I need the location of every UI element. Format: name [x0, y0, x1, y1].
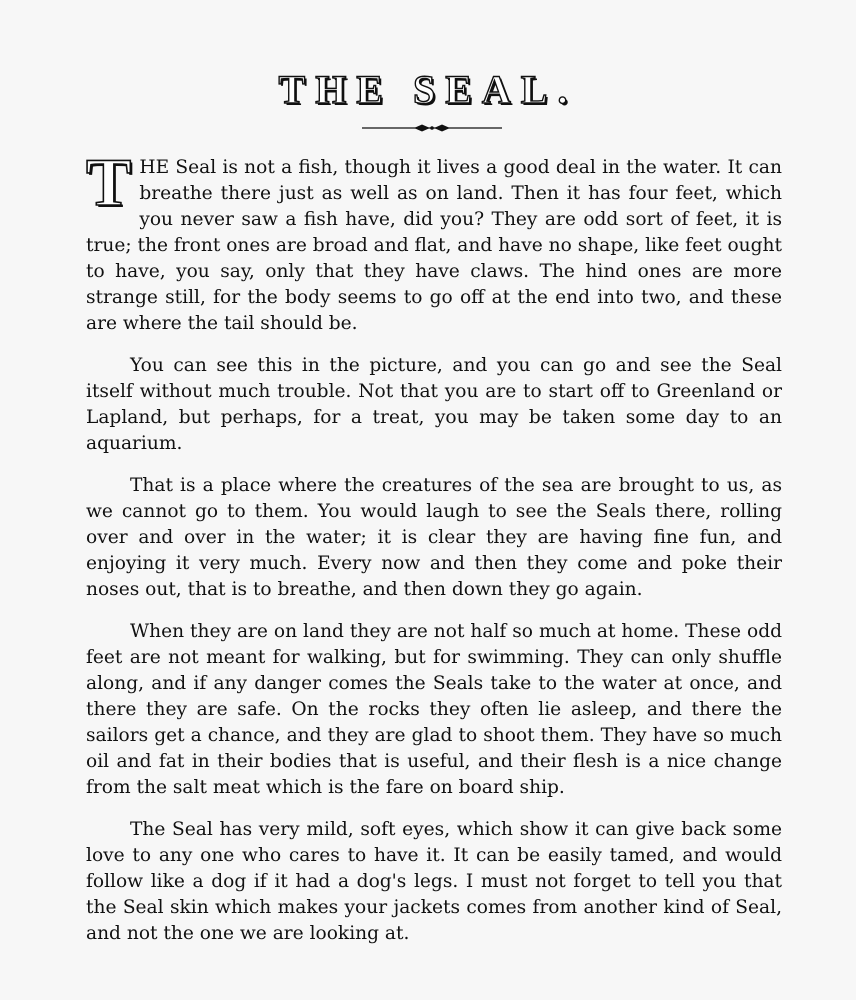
paragraph-3: That is a place where the creatures of the sea are brought to us, as we cannot go to them. You would laugh to see the Seals there, rolling over and over in the water; it is clear they are having fine fun, and enjoying it very much. Every now and then they come and poke their noses out, that is to breathe, and then down they go again. [86, 475, 782, 600]
paragraph-5: The Seal has very mild, soft eyes, which show it can give back some love to any one who cares to have it. It can be easily tamed, and would follow like a dog if it had a dog's legs. I must not forget to tell you that the Seal skin which makes your jackets comes from another kind of Seal, and not the one we are looking at. [86, 819, 782, 944]
paragraph-1 [86, 144, 782, 337]
paragraph-1-text: HE Seal is not a fish, though it lives a good deal in the water. It can breathe there just as well as on land. Then it has four feet, which you never saw a fish have, did you? They are odd sort of feet, it is true; the front ones are broad and flat, and have no shape, like feet ought to have, you say, only that they have claws. The hind ones are more strange still, for the body seems to go off at the end into two, and these are where the tail should be. [86, 157, 782, 334]
body-text [86, 144, 782, 963]
title-ornament-divider [362, 122, 502, 134]
page-title: THE SEAL. [278, 67, 578, 112]
paragraph-4: When they are on land they are not half so much at home. These odd feet are not meant for walking, but for swimming. They can only shuffle along, and if any danger comes the Seals take to the water at once, and there they are safe. On the rocks they often lie asleep, and there the sailors get a chance, and they are glad to shoot them. They have so much oil and fat in their bodies that is useful, and their flesh is a nice change from the salt meat which is the fare on board ship. [86, 621, 782, 798]
paragraph-2: You can see this in the picture, and you can go and see the Seal itself without much trouble. Not that you are to start off to Greenland or Lapland, but perhaps, for a treat, you may be taken some day to an aquarium. [86, 355, 782, 454]
drop-cap: T [86, 144, 132, 220]
